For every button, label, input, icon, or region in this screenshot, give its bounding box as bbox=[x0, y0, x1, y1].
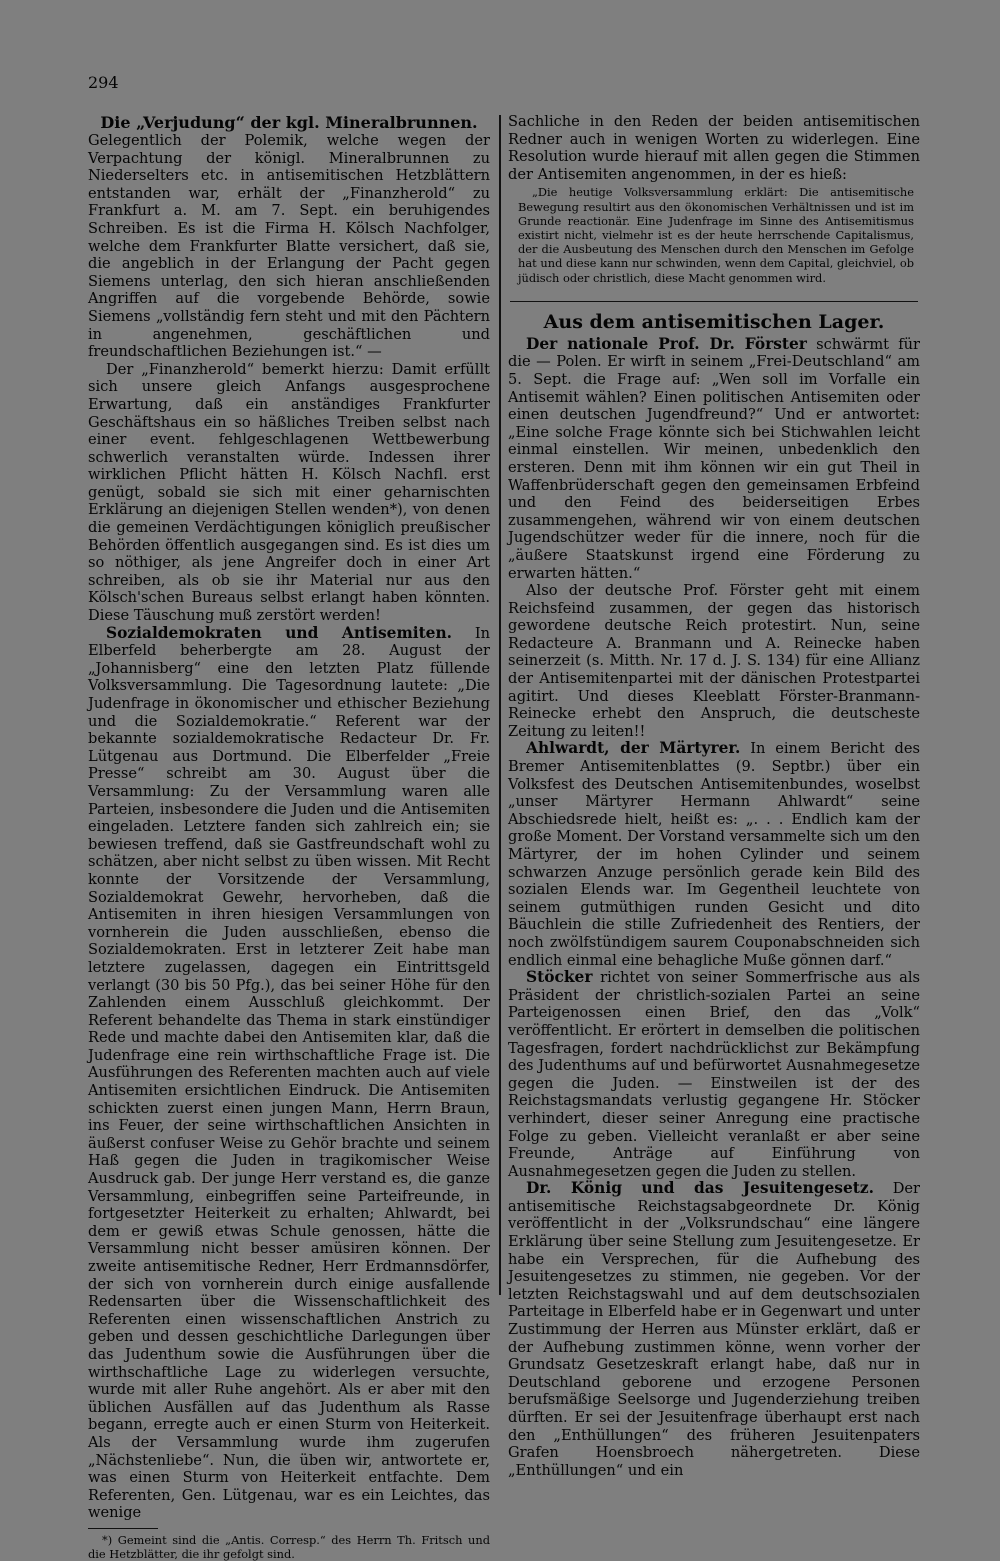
paragraph: Also der deutsche Prof. Förster geht mit einem Reichsfeind zusammen, der gegen das historisch gewordene deutsche Reich protestirt. Nun, seine Redacteure A. Branmann und A. Reinecke haben seinerzeit (s. Mitth. Nr. 17 d. J. S. 134) für eine Allianz der Antisemitenpartei mit der dänischen Protestpartei agitirt. Und dieses Kleeblatt Förster-Branmann-Reinecke erhebt den Anspruch, die deutscheste Zeitung zu leiten!! bbox=[508, 582, 920, 740]
section-separator bbox=[510, 301, 918, 302]
section-title: Aus dem antisemitischen Lager. bbox=[543, 310, 885, 333]
article-title-mineralbrunnen: Die „Verjudung“ der kgl. Mineralbrunnen. bbox=[100, 113, 478, 132]
paragraph: Der „Finanzherold“ bemerkt hierzu: Damit erfüllt sich unsere gleich Anfangs ausgesprochene Erwartung, daß ein anständiges Frankfurter Geschäftshaus ein so häßliches Treiben selbst nach einer event. fehlgeschlagenen Wettbewerbung schwerlich veranstalten würde. Indessen ihrer wirklichen Pflicht hätten H. Kölsch Nachfl. erst genügt, sobald sie sich mit einer geharnischten Erklärung an diejenigen Stellen wenden*), von denen die gemeinen Verdächtigungen königlich preußischer Behörden öffentlich ausgegangen sind. Es ist dies um so nöthiger, als jene Angreifer doch in einer Art schreiben, als ob sie ihr Material nur aus den Kölsch'schen Bureaus selbst erlangt haben könnten. Diese Täuschung muß zerstört werden! bbox=[88, 360, 490, 625]
right-column bbox=[508, 113, 920, 1479]
footnote bbox=[88, 1533, 490, 1561]
column-rule bbox=[499, 115, 501, 1295]
resolution-text: „Die heutige Volksversammlung erklärt: Die antisemitische Bewegung resultirt aus den ökonomischen Verhältnissen und ist im Grunde reactionär. Eine Judenfrage im Sinne des Antisemitismus existirt nicht, vielmehr ist es der heute herrschende Capitalismus, der die Ausbeutung des Menschen durch den Menschen im Gefolge hat und diese kann nur schwinden, wenn dem Capital, gleichviel, ob jüdisch oder christlich, diese Macht genommen wird. bbox=[518, 185, 914, 285]
resolution-quote bbox=[508, 185, 920, 284]
article-heading-foerster: Der nationale Prof. Dr. Förster bbox=[526, 334, 807, 353]
page-number: 294 bbox=[88, 73, 119, 92]
article-heading-koenig: Dr. König und das Jesuitengesetz. bbox=[526, 1179, 874, 1198]
footnote-text: *) Gemeint sind die „Antis. Corresp.“ des Herrn Th. Fritsch und die Hetzblätter, die ihr gefolgt sind. bbox=[88, 1532, 490, 1561]
paragraph-text: In einem Bericht des Bremer Antisemitenblattes (9. Septbr.) über ein Volksfest des Deutschen Antisemitenbundes, woselbst „unser Märtyrer Hermann Ahlwardt“ seine Abschiedsrede hielt, heißt es: „. . . Endlich kam der große Moment. Der Vorstand versammelte sich um den Märtyrer, der im hohen Cylinder und seinem schwarzen Anzuge persönlich gerade kein Bild des sozialen Elends war. Im Gegentheil leuchtete von seinem gutmüthigen runden Gesicht und dito Bäuchlein die stille Zufriedenheit des Rentiers, der noch zwölfstündigem saurem Couponabschneiden sich endlich einmal eine behagliche Muße gönnen darf.“ bbox=[508, 740, 920, 969]
footnote-rule bbox=[88, 1528, 158, 1529]
article-heading-sozialdemokraten: Sozialdemokraten und Antisemiten. bbox=[106, 623, 453, 642]
article-heading-stoecker: Stöcker bbox=[526, 968, 593, 987]
paragraph-text: schwärmt für die — Polen. Er wirft in seinem „Frei-Deutschland“ am 5. Sept. die Frage auf: „Wen soll im Vorfalle ein Antisemit wählen? Einen politischen Antisemiten oder einen deutschen Jugendfreund?“ Und er antwortet: „Eine solche Frage könnte sich bei Stichwahlen leicht einmal einstellen. Wir meinen, unbedenklich den ersteren. Denn mit ihm können wir ein gut Theil in Waffenbrüderschaft gegen den gemeinsamen Erbfeind und den Feind des beiderseitigen Erbes zusammengehen, während wir von einem deutschen Jugendschützer weder für die innere, noch für die „äußere Staatskunst irgend eine Förderung zu erwarten hätten.“ bbox=[508, 335, 920, 582]
left-column bbox=[88, 113, 490, 1561]
article-heading-ahlwardt: Ahlwardt, der Märtyrer. bbox=[526, 739, 741, 758]
paragraph-text: Der antisemitische Reichstagsabgeordnete Dr. König veröffentlicht in der „Volksrundschau“ eine längere Erklärung über seine Stellung zum Jesuitengesetze. Er habe ein Versprechen, für die Aufhebung des Jesuitengesetzes zu stimmen, nie gegeben. Vor der letzten Reichstagswahl und auf dem deutschsozialen Parteitage in Elberfeld habe er in Gegenwart und unter Zustimmung der Herren aus Münster erklärt, daß er der Aufhebung zustimmen könne, wenn vorher der Grundsatz Gesetzeskraft erlangt habe, daß nur in Deutschland geborene und erzogene Personen berufsmäßige Seelsorge und Jugenderziehung treiben dürften. Er sei der Jesuitenfrage überhaupt erst nach den „Enthüllungen“ des früheren Jesuitenpaters Grafen Hoensbroech nähergetreten. Diese „Enthüllungen“ und ein bbox=[508, 1180, 921, 1479]
paragraph-koenig bbox=[508, 1180, 920, 1479]
paragraph-text: richtet von seiner Sommerfrische aus als Präsident der christlich-sozialen Partei an seine Parteigenossen einen Brief, den das „Volk“ veröffentlicht. Er erörtert in demselben die politischen Tagesfragen, fordert nachdrücklichst zur Bekämpfung des Judenthums auf und befürwortet Ausnahmegesetze gegen die Juden. — Einstweilen ist der des Reichstagsmandats verlustig gegangene Hr. Stöcker verhindert, dieser seiner Anregung eine practische Folge zu geben. Vielleicht veranlaßt er aber seine Freunde, Anträge auf Einführung von Ausnahmegesetzen gegen die Juden zu stellen. bbox=[508, 969, 920, 1180]
paragraph: Gelegentlich der Polemik, welche wegen der Verpachtung der königl. Mineralbrunnen zu Niederselters etc. in antisemitischen Hetzblättern entstanden war, erhält der „Finanzherold“ zu Frankfurt a. M. am 7. Sept. ein beruhigendes Schreiben. Es ist die Firma H. Kölsch Nachfolger, welche dem Frankfurter Blatte versichert, daß sie, die angeblich in der Erlangung der Pacht gegen Siemens unterlag, den sich hieran anschließenden Angriffen auf die vorgebende Behörde, sowie Siemens „vollständig fern steht und mit den Pächtern in angenehmen, geschäftlichen und freundschaftlichen Beziehungen ist.“ — bbox=[88, 132, 490, 361]
paragraph-ahlwardt bbox=[508, 740, 920, 969]
paragraph-stoecker bbox=[508, 969, 920, 1180]
paragraph-foerster bbox=[508, 336, 920, 582]
paragraph-sozialdemokraten bbox=[88, 625, 490, 1522]
paragraph-continuation: Sachliche in den Reden der beiden antisemitischen Redner auch in wenigen Worten zu widerlegen. Eine Resolution wurde hierauf mit allen gegen die Stimmen der Antisemiten angenommen, in der es hieß: bbox=[508, 113, 920, 183]
paragraph-text: In Elberfeld beherbergte am 28. August der „Johannisberg“ eine den letzten Platz füllende Volksversammlung. Die Tagesordnung lautete: „Die Judenfrage in ökonomischer und ethischer Beziehung und die Sozialdemokratie.“ Referent war der bekannte sozialdemokratische Redacteur Dr. Fr. Lütgenau aus Dortmund. Die Elberfelder „Freie Presse“ schreibt am 30. August über die Versammlung: Zu der Versammlung waren alle Parteien, insbesondere die Juden und die Antisemiten eingeladen. Letztere fanden sich zahlreich ein; sie bewiesen treffend, daß sie Gastfreundschaft wohl zu schätzen, aber nicht selbst zu üben wissen. Mit Recht konnte der Vorsitzende der Versammlung, Sozialdemokrat Gewehr, hervorheben, daß die Antisemiten in ihren hiesigen Versammlungen von vornherein die Juden ausschließen, ebenso die Sozialdemokraten. Erst in letzterer Zeit habe man letztere zugelassen, dagegen ein Eintrittsgeld verlangt (30 bis 50 Pfg.), das bei seiner Höhe für den Zahlenden einem Ausschluß gleichkommt. Der Referent behandelte das Thema in stark einstündiger Rede und machte dabei den Antisemiten klar, daß die Judenfrage eine rein wirthschaftliche Frage ist. Die Ausführungen des Referenten machten auch auf viele Antisemiten ersichtlichen Eindruck. Die Antisemiten schickten zuerst einen jungen Mann, Herrn Braun, ins Feuer, der seine wirthschaftlichen Ansichten in äußerst confuser Weise zu Gehör brachte und seinem Haß gegen die Juden in tragikomischer Weise Ausdruck gab. Der junge Herr verstand es, die ganze Versammlung, einbegriffen seine Parteifreunde, in fortgesetzter Heiterkeit zu erhalten; Ahlwardt, bei dem er gewiß etwas Schule genossen, hätte die Versammlung nicht besser amüsiren können. Der zweite antisemitische Redner, Herr Erdmannsdörfer, der sich von vornherein durch einige ausfallende Redensarten über die Wissenschaftlichkeit des Referenten einen wissenschaftlichen Anstrich zu geben und dessen geschichtliche Darlegungen über das Judenthum sowie die Ausführungen über die wirthschaftliche Lage zu widerlegen versuchte, wurde mit aller Ruhe angehört. Als er aber mit den üblichen Ausfällen auf das Judenthum als Rasse begann, erregte auch er einen Sturm von Heiterkeit. Als der Versammlung wurde ihm zugerufen „Nächstenliebe“. Nun, die üben wir, antwortete er, was einen Sturm von Heiterkeit entfachte. Dem Referenten, Gen. Lütgenau, war es ein Leichtes, das wenige bbox=[88, 624, 490, 1522]
